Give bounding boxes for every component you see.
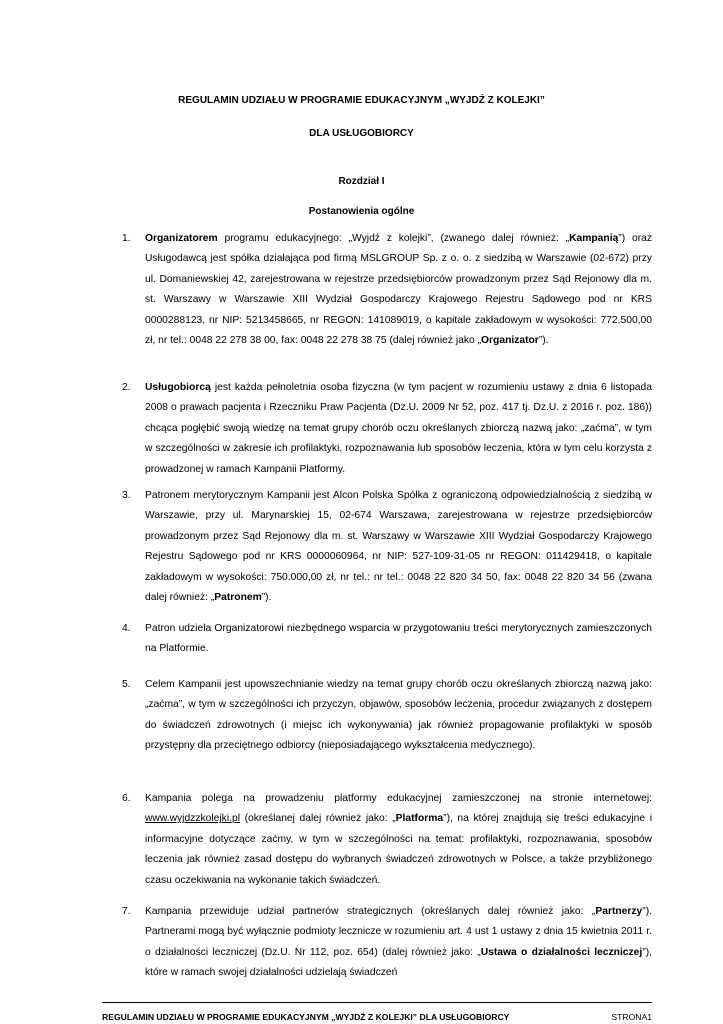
- chapter-heading: Rozdział I: [338, 176, 385, 187]
- text-run: ”).: [261, 592, 272, 604]
- defined-term: Platforma: [395, 813, 444, 825]
- document-title: REGULAMIN UDZIAŁU W PROGRAMIE EDUKACYJNYM „WYJDŹ Z KOLEJKI”: [178, 95, 545, 106]
- text-run: Kampania polega na prowadzeniu platformy edukacyjnej zamieszczonej na stronie internetowej:: [145, 793, 652, 804]
- defined-term: Kampanią: [569, 233, 619, 244]
- footer-title: REGULAMIN UDZIAŁU W PROGRAMIE EDUKACYJNYM „WYJDŹ Z KOLEJKI” DLA USŁUGOBIORCY: [102, 1012, 510, 1022]
- list-item: [122, 486, 652, 608]
- defined-term: Usługobiorcą: [145, 382, 211, 393]
- item-text: [145, 789, 652, 891]
- list-item: [122, 675, 652, 757]
- website-link[interactable]: www.wyjdzzkolejki.pl: [145, 813, 240, 825]
- list-item: [122, 378, 652, 480]
- text-run: ”), które w ramach swojej działalności udzielają świadczeń: [145, 946, 652, 979]
- item-text: [145, 902, 652, 984]
- defined-term: Organizator: [481, 335, 539, 347]
- item-number: 6.: [122, 793, 131, 804]
- document-subtitle: DLA USŁUGOBIORCY: [309, 128, 414, 139]
- text-run: ”). Partnerami mogą być wyłącznie podmioty lecznicze w rozumieniu art. 4 ust 1 ustawy z dnia 15 kwietnia 2011 r. o działalności leczniczej (Dz.U. Nr 112, poz. 654) (dalej również jako: „: [145, 906, 652, 958]
- page-number: STRONA1: [611, 1012, 652, 1022]
- text-run: jest każda pełnoletnia osoba fizyczna (w tym pacjent w rozumieniu ustawy z dnia 6 listopada 2008 o prawach pacjenta i Rzeczniku Praw Pacjenta (Dz.U. 2009 Nr 52, poz. 417 tj. Dz.U. z 2016 r. poz. 186)) chcąca pogłębić swoją wiedzę na temat grupy chorób oczu określanych zbiorczą nazwą jako: „zaćma”, w tym w szczególności w zakresie ich profilaktyki, rozpoznawania lub sposobów leczenia, która w tym celu korzysta z prowadzonej w ramach Kampanii Platformy.: [145, 382, 652, 475]
- item-text: [145, 675, 652, 757]
- text-run: Patronem merytorycznym Kampanii jest Alcon Polska Spółka z ograniczoną odpowiedzialnością z siedzibą w Warszawie, przy ul. Marynarskiej 15, 02-674 Warszawa, zarejestrowana w rejestrze przedsiębiorców prowadzonym przez Sąd Rejonowy dla m. st. Warszawy w Warszawie XIII Wydział Gospodarczy Krajowego Rejestru Sądowego pod nr KRS 0000060964, nr NIP: 527-109-31-05 nr REGON: 011429418, o kapitale zakładowym w wysokości: 750.000,00 zł, nr tel.: nr tel.: 0048 22 820 34 50, fax: 0048 22 820 34 56 (zwana dalej również: „: [145, 490, 652, 604]
- defined-term: Ustawa o działalności leczniczej: [480, 946, 643, 958]
- text-run: programu edukacyjnego: „Wyjdź z kolejki”, (zwanego dalej również: „: [217, 233, 570, 244]
- chapter-title: Postanowienia ogólne: [308, 206, 415, 217]
- text-run: ”).: [538, 335, 549, 347]
- item-text: [145, 378, 652, 480]
- defined-term: Organizatorem: [145, 233, 218, 244]
- list-item: [122, 229, 652, 351]
- item-number: 5.: [122, 679, 131, 690]
- item-number: 4.: [122, 623, 131, 634]
- item-number: 3.: [122, 490, 131, 501]
- list-item: [122, 619, 652, 660]
- text-run: ”), na której znajdują się treści edukacyjne i informacyjne dotyczące zaćmy, w tym w szczególności na temat: profilaktyki, rozpoznawania, sposobów leczenia jak również zasad dostępu do wybranych świadczeń zdrowotnych w Polsce, a także przybliżonego czasu oczekiwania na wykonanie takich świadczeń.: [145, 813, 652, 886]
- defined-term: Partnerzy: [595, 906, 643, 917]
- footer-divider: [102, 1002, 652, 1003]
- item-text: [145, 486, 652, 608]
- defined-term: Patronem: [214, 592, 262, 604]
- text-run: Patron udziela Organizatorowi niezbędnego wsparcia w przygotowaniu treści merytorycznych zamieszczonych na Platformie.: [145, 623, 652, 655]
- item-number: 7.: [122, 906, 131, 917]
- text-run: Kampania przewiduje udział partnerów strategicznych (określanych dalej również jako: „: [145, 906, 596, 917]
- text-run: (określanej dalej również jako: „: [240, 813, 396, 825]
- item-text: [145, 229, 652, 351]
- list-item: [122, 902, 652, 984]
- list-item: [122, 789, 652, 891]
- item-number: 1.: [122, 233, 131, 244]
- text-run: Celem Kampanii jest upowszechnianie wiedzy na temat grupy chorób oczu określanych zbiorczą nazwą jako: „zaćma”, w tym w szczególności ich przyczyn, objawów, sposobów leczenia, procedur związanych z dostępem do świadczeń zdrowotnych (i miejsc ich wykonywania) jak również propagowanie profilaktyki w sposób przystępny dla przeciętnego odbiorcy (nieposiadającego wykształcenia medycznego).: [145, 679, 652, 752]
- item-number: 2.: [122, 382, 131, 393]
- text-run: ”) oraz Usługodawcą jest spółka działająca pod firmą MSLGROUP Sp. z o. o. z siedzibą w Warszawie (02-672) przy ul. Domaniewskiej 42, zarejestrowana w rejestrze przedsiębiorców prowadzonym przez Sąd Rejonowy dla m. st. Warszawy w Warszawie XIII Wydział Gospodarczy Krajowego Rejestru Sądowego pod nr KRS 0000288123, nr NIP: 5213458665, nr REGON: 141089019, o kapitale zakładowym w wysokości: 772.500,00 zł, nr tel.: 0048 22 278 38 00, fax: 0048 22 278 38 75 (dalej również jako „: [145, 233, 652, 347]
- item-text: [145, 619, 652, 660]
